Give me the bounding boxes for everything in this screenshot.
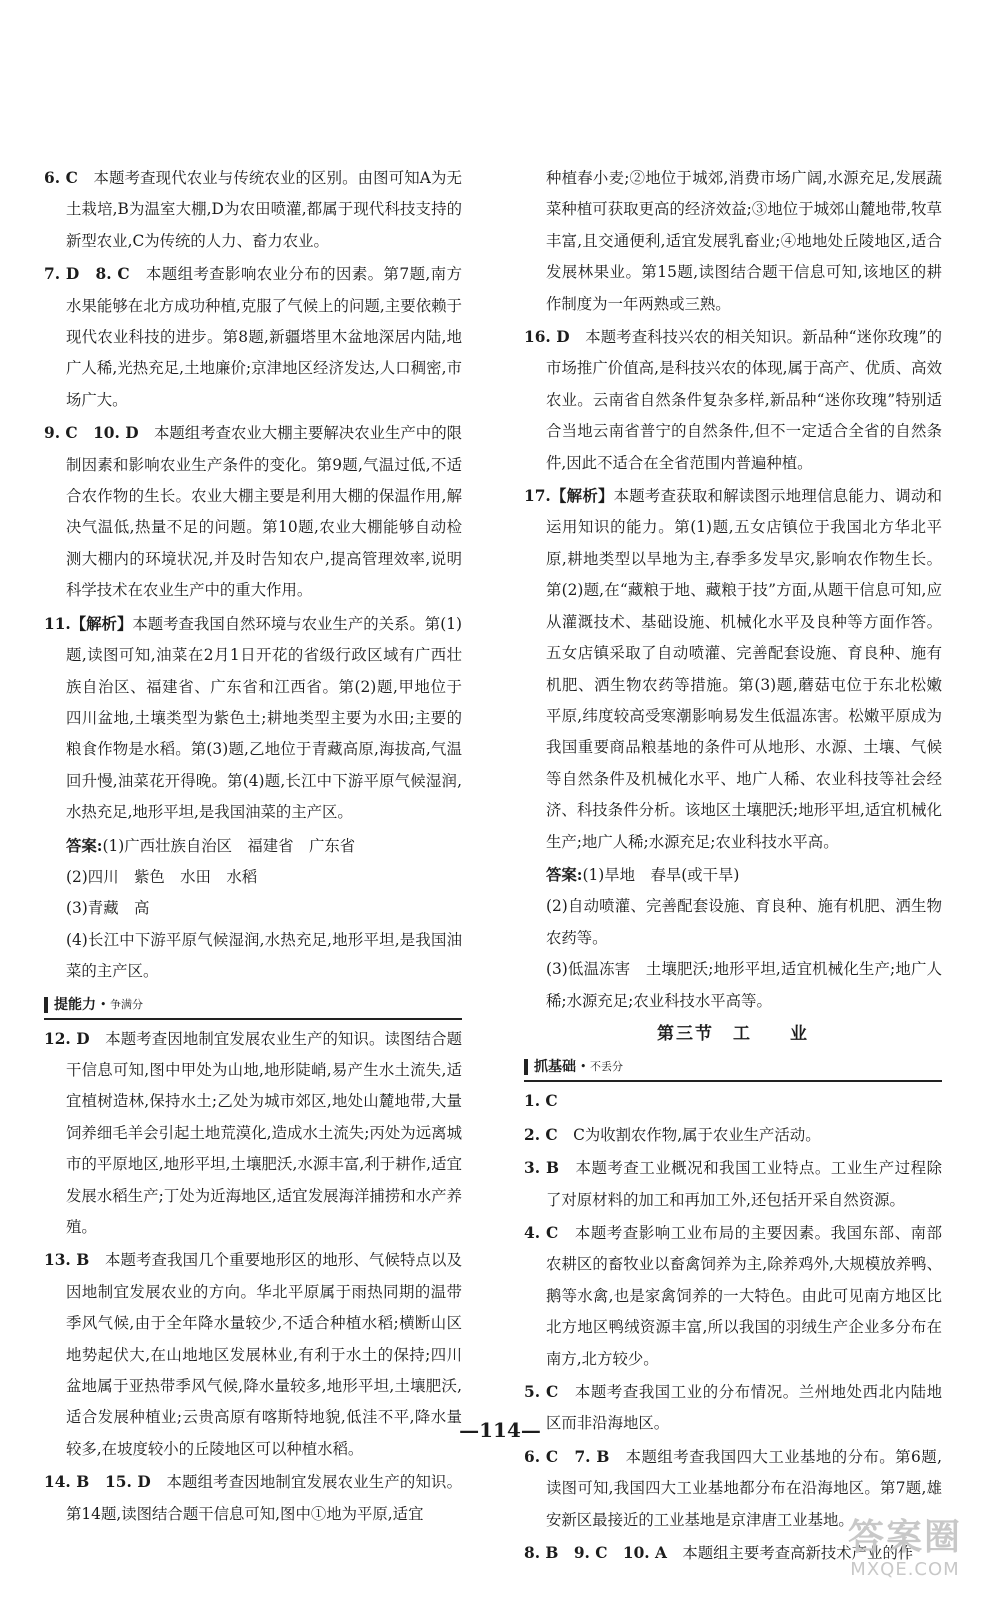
watermark-url: MXQE.COM xyxy=(850,1559,960,1580)
question-text: 本题组考查我国四大工业基地的分布。第6题,读图可知,我国四大工业基地都分布在沿海地区。第7题,雄安新区最接近的工业基地是京津唐工业基地。 xyxy=(546,1447,943,1529)
question-number: 5. C xyxy=(524,1383,559,1402)
question-text: 本题考查获取和解读图示地理信息能力、调动和运用知识的能力。第(1)题,五女店镇位于我国北方华北平原,耕地类型以旱地为主,春季多发旱灾,影响农作物生长。第(2)题,在“藏粮于地、藏粮于技”方面,从题干信息可知,应从灌溉技术、基础设施、机械化水平及良种等方面作答。五女店镇采取了自动喷灌、完善配套设施、育良种、施有机肥、洒生物农药等措施。第(3)题,蘑菇屯位于东北松嫩平原,纬度较高受寒潮影响易发生低温冻害。松嫩平原成为我国重要商品粮基地的条件可从地形、水源、土壤、气候等自然条件及机械化水平、地广人稀、农业科技等社会经济、科技条件分析。该地区土壤肥沃;地形平坦,适宜机械化生产;地广人稀;水源充足;农业科技水平高。 xyxy=(546,487,942,851)
question-2 xyxy=(524,1120,942,1151)
question-text: 本题组考查农业大棚主要解决农业生产中的限制因素和影响农业生产条件的变化。第9题,气温过低,不适合农作物的生长。农业大棚主要是利用大棚的保温作用,解决气温低,热量不足的问题。第10题,农业大棚能够自动检测大棚内的环境状况,并及时告知农户,提高管理效率,说明科学技术在农业生产中的重大作用。 xyxy=(66,424,462,600)
section-header-improve xyxy=(44,992,462,1020)
question-text: 本题考查我国几个重要地形区的地形、气候特点以及因地制宜发展农业的方向。华北平原属于雨热同期的温带季风气候,由于全年降水量较少,不适合种植水稻;横断山区地势起伏大,在山地地区发展林业,有利于水土的保持;四川盆地属于亚热带季风气候,降水量较多,地形平坦,土壤肥沃,适合发展种植业;云贵高原有喀斯特地貌,低洼不平,降水量较多,在坡度较小的丘陵地区可以种植水稻。 xyxy=(66,1251,462,1458)
answer-line: (3)青藏 高 xyxy=(66,899,150,918)
answer-line: (2)四川 紫色 水田 水稻 xyxy=(66,867,258,886)
page-number: —114— xyxy=(459,1418,541,1442)
left-column xyxy=(44,163,462,1532)
answer-line: (4)长江中下游平原气候湿润,水热充足,地形平坦,是我国油菜的主产区。 xyxy=(66,930,462,981)
question-text: 本题组考查影响农业分布的因素。第7题,南方水果能够在北方成功种植,克服了气候上的问题,主要依赖于现代农业科技的进步。第8题,新疆塔里木盆地深居内陆,地广人稀,光热充足,土地廉价;京津地区经济发达,人口稠密,市场广大。 xyxy=(66,265,463,409)
section-title: 抓基础 xyxy=(534,1059,576,1076)
question-number: 4. C xyxy=(524,1224,559,1242)
question-number: 16. D xyxy=(524,328,570,347)
question-text: 本题考查影响工业布局的主要因素。我国东部、南部农耕区的畜牧业以畜禽饲养为主,除养鸡外,大规模放养鸭、鹅等水禽,也是家禽饲养的一大特色。由此可见南方地区比北方地区鸭绒资源丰富,所以我国的羽绒生产企业多分布在南方,北方较少。 xyxy=(546,1224,942,1368)
question-number: 11.【解析】 xyxy=(44,614,133,633)
question-number: 14. B 15. D xyxy=(44,1473,151,1492)
answer-11 xyxy=(44,831,462,988)
chapter-title: 第三节 工 业 xyxy=(657,1023,809,1044)
question-text: C为收割农作物,属于农业生产活动。 xyxy=(557,1125,821,1144)
question-6 xyxy=(44,163,462,257)
question-text: 本题考查我国工业的分布情况。兰州地处西北内陆地区而非沿海地区。 xyxy=(546,1383,942,1433)
answer-label: 答案: xyxy=(546,865,583,884)
question-4 xyxy=(524,1218,942,1375)
question-number: 9. C 10. D xyxy=(44,424,139,443)
question-16 xyxy=(524,322,942,479)
question-text: 本题考查因地制宜发展农业生产的知识。读图结合题干信息可知,图中甲处为山地,地形陡峭,易产生水土流失,适宜植树造林,保持水土;乙处为城市郊区,地处山麓地带,大量饲养细毛羊会引起土地荒漠化,造成水土流失;丙处为远离城市的平原地区,地形平坦,土壤肥沃,水源丰富,利于耕作,适宜发展水稻生产;丁处为近海地区,适宜发展海洋捕捞和水产养殖。 xyxy=(66,1029,462,1236)
question-number: 6. C xyxy=(44,169,78,187)
question-12 xyxy=(44,1024,462,1244)
answer-line: (3)低温冻害 土壤肥沃;地形平坦,适宜机械化生产;地广人稀;水源充足;农业科技水平高等。 xyxy=(546,960,942,1010)
question-number: 3. B xyxy=(524,1159,560,1178)
question-text: 本题考查科技兴农的相关知识。新品种“迷你玫瑰”的市场推广价值高,是科技兴农的体现,属于高产、优质、高效农业。云南省自然条件复杂多样,新品种“迷你玫瑰”特别适合当地云南省普宁的自然条件,但不一定适合全省的自然条件,因此不适合在全省范围内普遍种植。 xyxy=(546,328,942,472)
section-header-basics xyxy=(524,1054,942,1082)
answer-label: 答案: xyxy=(66,836,103,855)
question-11 xyxy=(44,609,462,829)
watermark-text: 答案圈 xyxy=(847,1517,962,1558)
question-text: 本题组考查因地制宜发展农业生产的知识。第14题,读图结合题干信息可知,图中①地为平原,适宜 xyxy=(66,1473,462,1523)
question-14-15 xyxy=(44,1467,462,1530)
answer-line: (2)自动喷灌、完善配套设施、育良种、施有机肥、洒生物农药等。 xyxy=(546,897,942,947)
question-number: 8. B 9. C 10. A xyxy=(524,1544,667,1563)
section-title: 提能力 xyxy=(54,996,96,1013)
question-number: 17.【解析】 xyxy=(524,487,614,506)
answer-line: (1)旱地 春旱(或干旱) xyxy=(582,865,740,884)
question-text: 本题组主要考查高新技术产业的作 xyxy=(666,1544,914,1563)
question-14-15-continued xyxy=(524,163,942,320)
question-text: 种植春小麦;②地位于城郊,消费市场广阔,水源充足,发展蔬菜种植可获取更高的经济效益;③地位于城郊山麓地带,牧草丰富,且交通便利,适宜发展乳畜业;④地地处丘陵地区,适合发展林果业。第15题,读图结合题干信息可知,该地区的耕作制度为一年两熟或三熟。 xyxy=(546,169,942,313)
question-number: 6. C 7. B xyxy=(524,1447,610,1466)
question-number: 1. C xyxy=(524,1092,558,1111)
right-column xyxy=(524,163,942,1571)
section-subtitle: • 争满分 xyxy=(100,997,143,1011)
question-number: 13. B xyxy=(44,1251,90,1270)
question-1 xyxy=(524,1086,942,1117)
section-bar-icon xyxy=(44,997,48,1013)
question-3 xyxy=(524,1153,942,1216)
question-number: 7. D 8. C xyxy=(44,265,130,284)
question-text: 本题考查我国自然环境与农业生产的关系。第(1)题,读图可知,油菜在2月1日开花的省级行政区域有广西壮族自治区、福建省、广东省和江西省。第(2)题,甲地位于四川盆地,土壤类型为紫色土;耕地类型主要为水田;主要的粮食作物是水稻。第(3)题,乙地位于青藏高原,海拔高,气温回升慢,油菜花开得晚。第(4)题,长江中下游平原气候湿润,水热充足,地形平坦,是我国油菜的主产区。 xyxy=(66,614,462,822)
question-text: 本题考查工业概况和我国工业特点。工业生产过程除了对原材料的加工和再加工外,还包括开采自然资源。 xyxy=(546,1159,942,1209)
question-number: 12. D xyxy=(44,1029,90,1048)
question-9-10 xyxy=(44,418,462,606)
question-7-8 xyxy=(44,259,462,416)
question-17 xyxy=(524,481,942,858)
answer-17 xyxy=(524,860,942,1017)
watermark-logo xyxy=(830,1516,980,1586)
answer-line: (1)广西壮族自治区 福建省 广东省 xyxy=(102,836,356,855)
section-bar-icon xyxy=(524,1059,528,1075)
question-number: 2. C xyxy=(524,1125,558,1144)
section-subtitle: • 不丢分 xyxy=(580,1060,623,1074)
question-text: 本题考查现代农业与传统农业的区别。由图可知A为无土栽培,B为温室大棚,D为农田喷灌,都属于现代科技支持的新型农业,C为传统的人力、畜力农业。 xyxy=(66,169,462,250)
